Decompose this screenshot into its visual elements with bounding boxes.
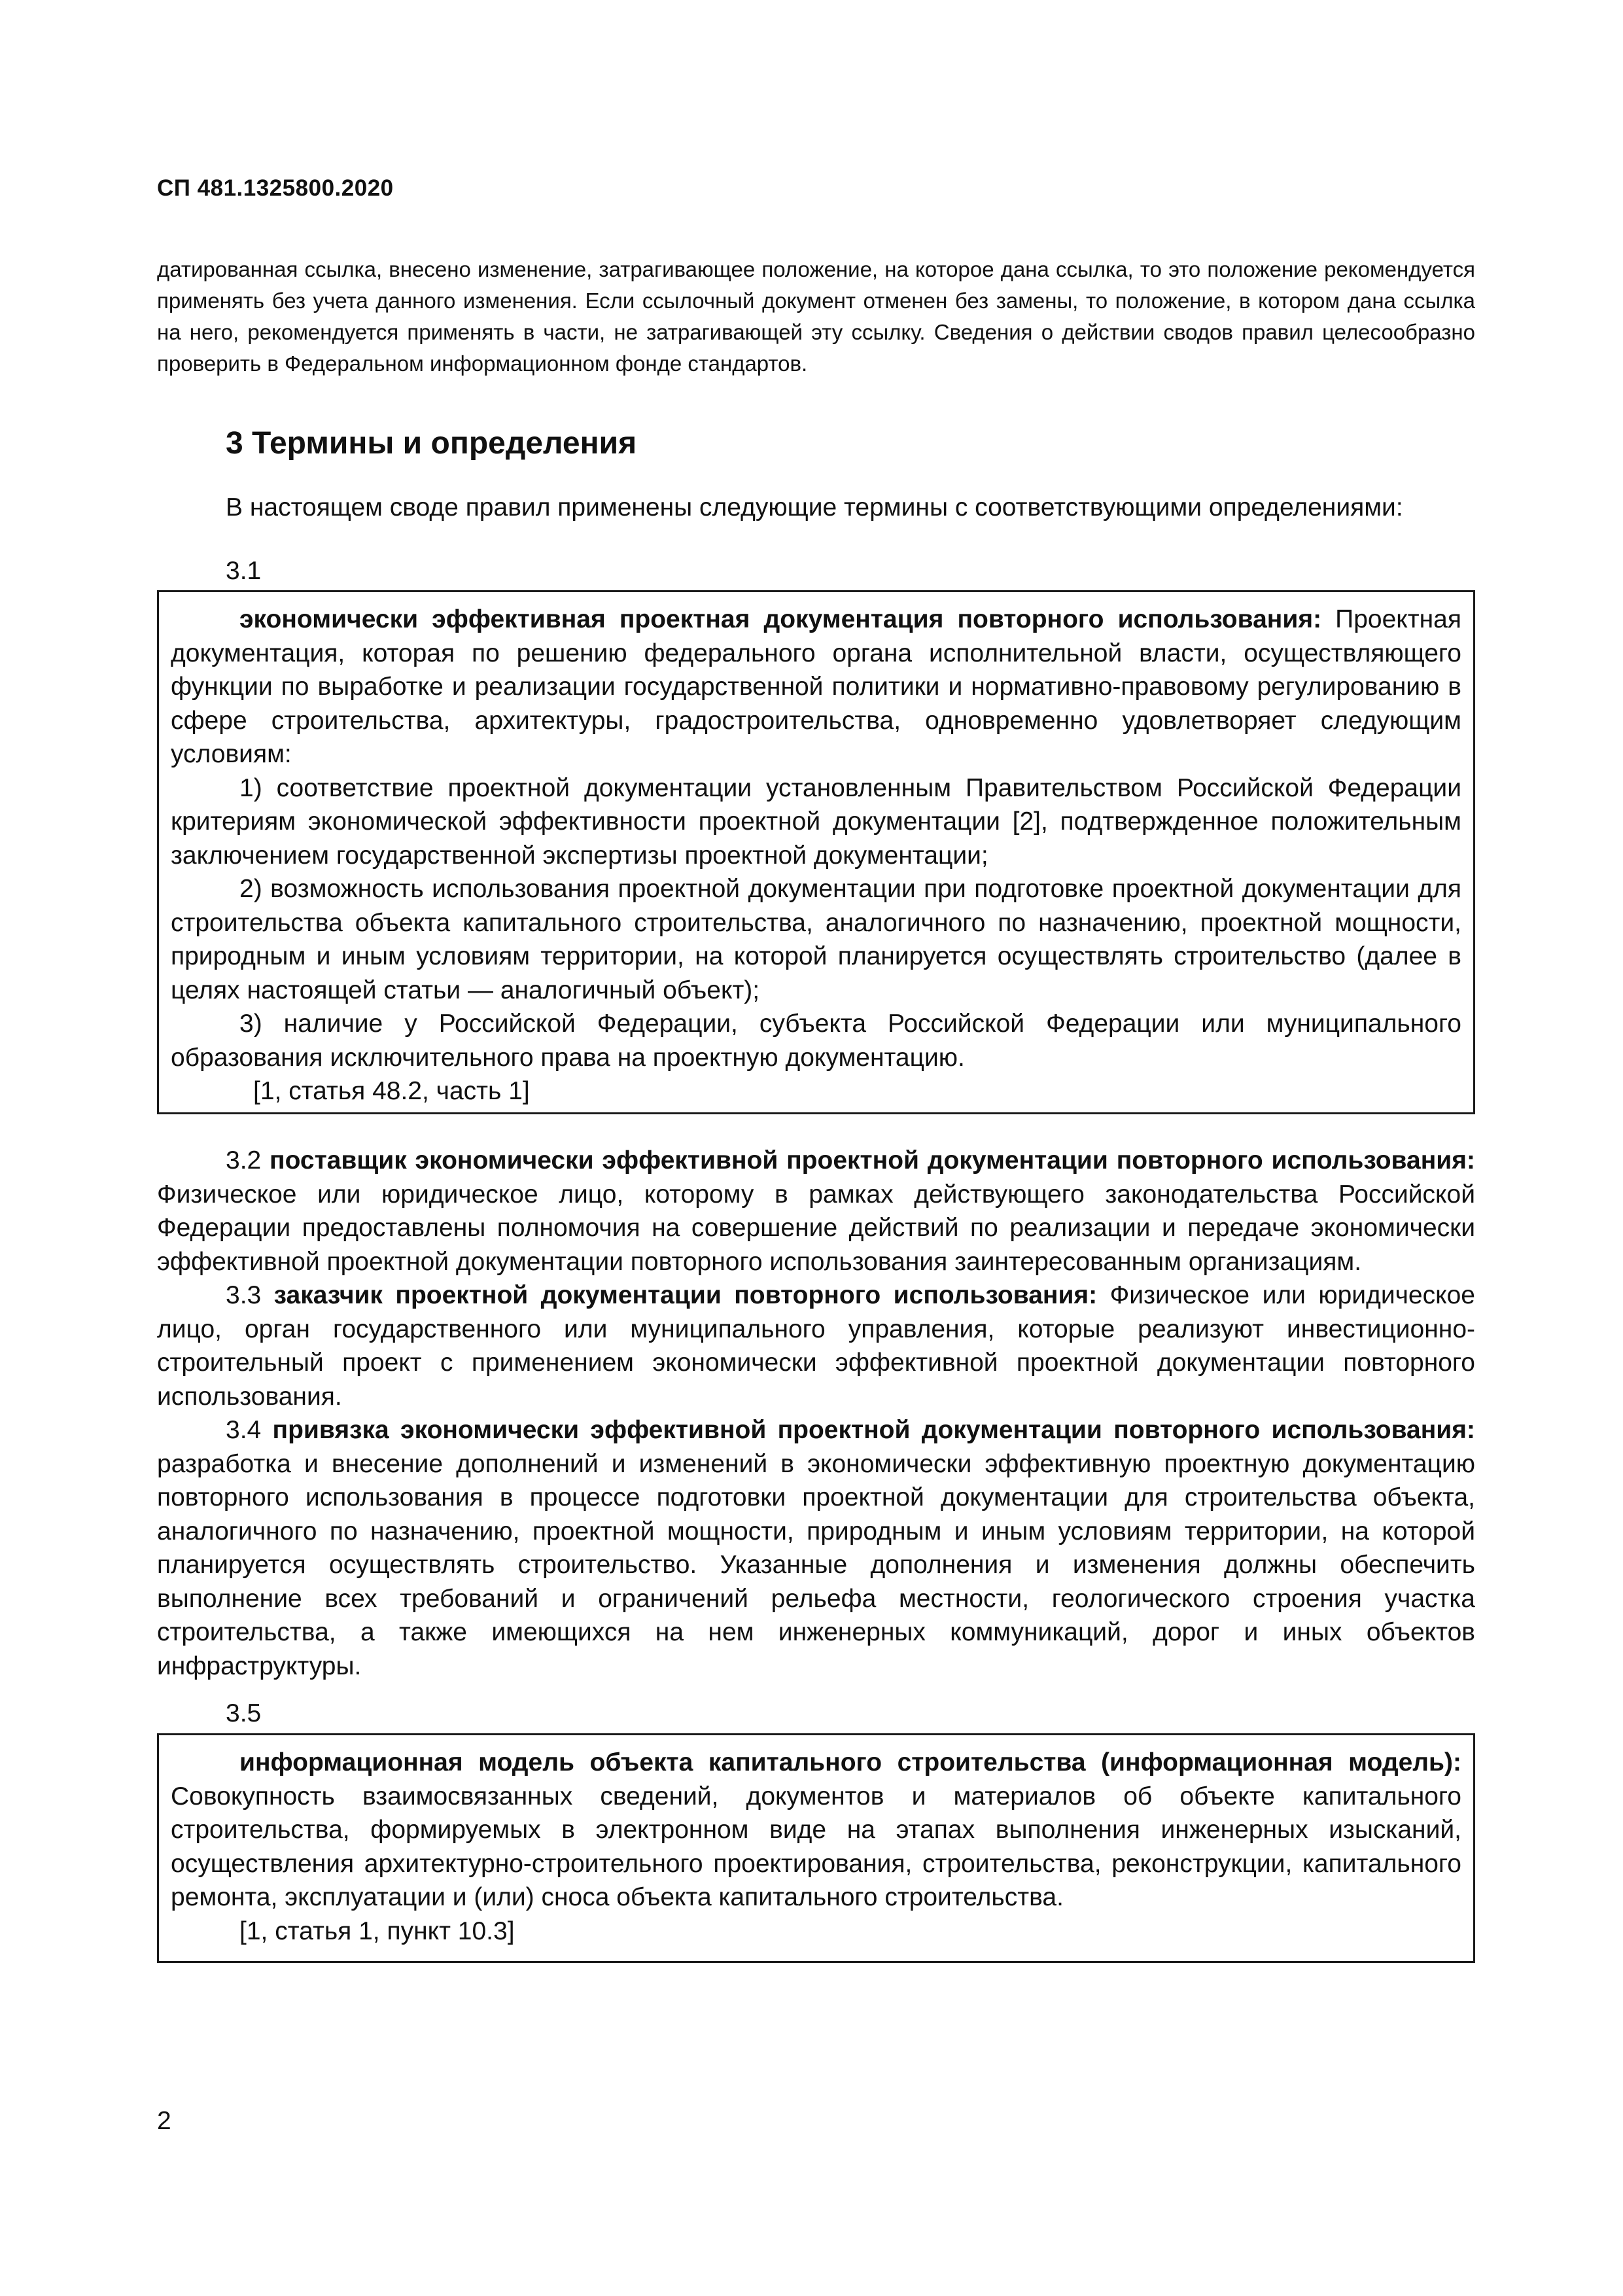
term-3-4-definition: разработка и внесение дополнений и изменений в экономически эффективную проектную документацию повторного использования в процессе подготовки проектной документации для строительства объекта, аналогичного по назначению, проектной мощности, природным и иным условиям территории, на которой планируется осуществлять строительство. Указанные дополнения и изменения должны обеспечить выполнение всех требований и ограничений рельефа местности, геологического строения участка строительства, а также имеющихся на нем инженерных коммуникаций, дорог и иных объектов инфраструктуры. [157, 1449, 1475, 1680]
term-3-1-definition: Проектная документация, которая по решению федерального органа исполнительной власти, осуществляющего функции по выработке и реализации государственной политики и нормативно-правовому регулированию в сфере строительства, архитектуры, градостроительства, одновременно удовлетворяет следующим условиям: [171, 605, 1461, 768]
section-lead: В настоящем своде правил применены следующие термины с соответствующими определениями: [226, 493, 1403, 521]
term-3-1-item-3: 3) наличие у Российской Федерации, субъекта Российской Федерации или муниципального образования исключительного права на проектную документацию. [171, 1010, 1461, 1072]
term-box-3-5 [157, 1733, 1475, 1963]
terms-list [157, 1144, 1475, 1683]
term-number-3-1: 3.1 [226, 557, 262, 585]
term-3-5-paragraph [171, 1746, 1461, 1915]
term-3-3-definition: Физическое или юридическое лицо, орган государственного или муниципального управления, которые реализуют инвестиционно-строительный проект с применением экономически эффективной проектной документации повторного использования. [157, 1281, 1475, 1411]
intro-paragraph: датированная ссылка, внесено изменение, затрагивающее положение, на которое дана ссылка, то это положение рекомендуется применять без учета данного изменения. Если ссылочный документ отменен без замены, то положение, в котором дана ссылка на него, рекомендуется применять в части, не затрагивающей эту ссылку. Сведения о действии сводов правил целесообразно проверить в Федеральном информационном фонде стандартов. [157, 257, 1475, 376]
term-3-3-name: заказчик проектной документации повторного использования: [273, 1281, 1098, 1309]
term-3-3-number: 3.3 [226, 1281, 262, 1309]
term-3-1-paragraph [171, 603, 1461, 771]
term-3-1-reference: [1, статья 48.2, часть 1] [253, 1077, 530, 1105]
term-3-2-definition: Физическое или юридическое лицо, которому в рамках действующего законодательства Российской Федерации предоставлены полномочия на совершение действий по реализации и передаче экономически эффективной проектной документации повторного использования заинтересованным организациям. [157, 1180, 1475, 1276]
page-number: 2 [157, 2107, 171, 2135]
term-3-4-name: привязка экономически эффективной проектной документации повторного использования: [272, 1416, 1476, 1444]
term-3-1-item-2: 2) возможность использования проектной документации при подготовке проектной документации для строительства объекта капитального строительства, аналогичного по назначению, проектной мощности, природным и иным условиям территории, на которой планируется осуществлять строительство (далее в целях настоящей статьи — аналогичный объект); [171, 875, 1461, 1004]
term-3-1-item-1: 1) соответствие проектной документации установленным Правительством Российской Федерации критериям экономической эффективности проектной документации [2], подтвержденное положительным заключением государственной экспертизы проектной документации; [171, 773, 1461, 870]
term-3-2-number: 3.2 [226, 1146, 262, 1174]
term-3-5-reference: [1, статья 1, пункт 10.3] [239, 1916, 515, 1945]
term-3-1-name: экономически эффективная проектная документация повторного использования: [239, 605, 1322, 633]
section-title: 3 Термины и определения [226, 426, 637, 461]
term-3-2-paragraph [157, 1144, 1475, 1279]
term-3-5-definition: Совокупность взаимосвязанных сведений, документов и материалов об объекте капитального строительства, формируемых в электронном виде на этапах выполнения инженерных изысканий, осуществления архитектурно-строительного проектирования, строительства, реконструкции, капитального ремонта, эксплуатации и (или) сноса объекта капитального строительства. [171, 1782, 1461, 1911]
term-3-2-name: поставщик экономически эффективной проектной документации повторного использования: [270, 1146, 1475, 1174]
term-box-3-1 [157, 590, 1475, 1114]
document-code-header: СП 481.1325800.2020 [157, 175, 394, 201]
term-number-3-5: 3.5 [226, 1699, 262, 1727]
term-3-5-name: информационная модель объекта капитального строительства (информационная модель): [239, 1748, 1461, 1776]
term-3-4-number: 3.4 [226, 1416, 262, 1444]
term-3-3-paragraph [157, 1279, 1475, 1413]
term-3-4-paragraph [157, 1413, 1475, 1683]
